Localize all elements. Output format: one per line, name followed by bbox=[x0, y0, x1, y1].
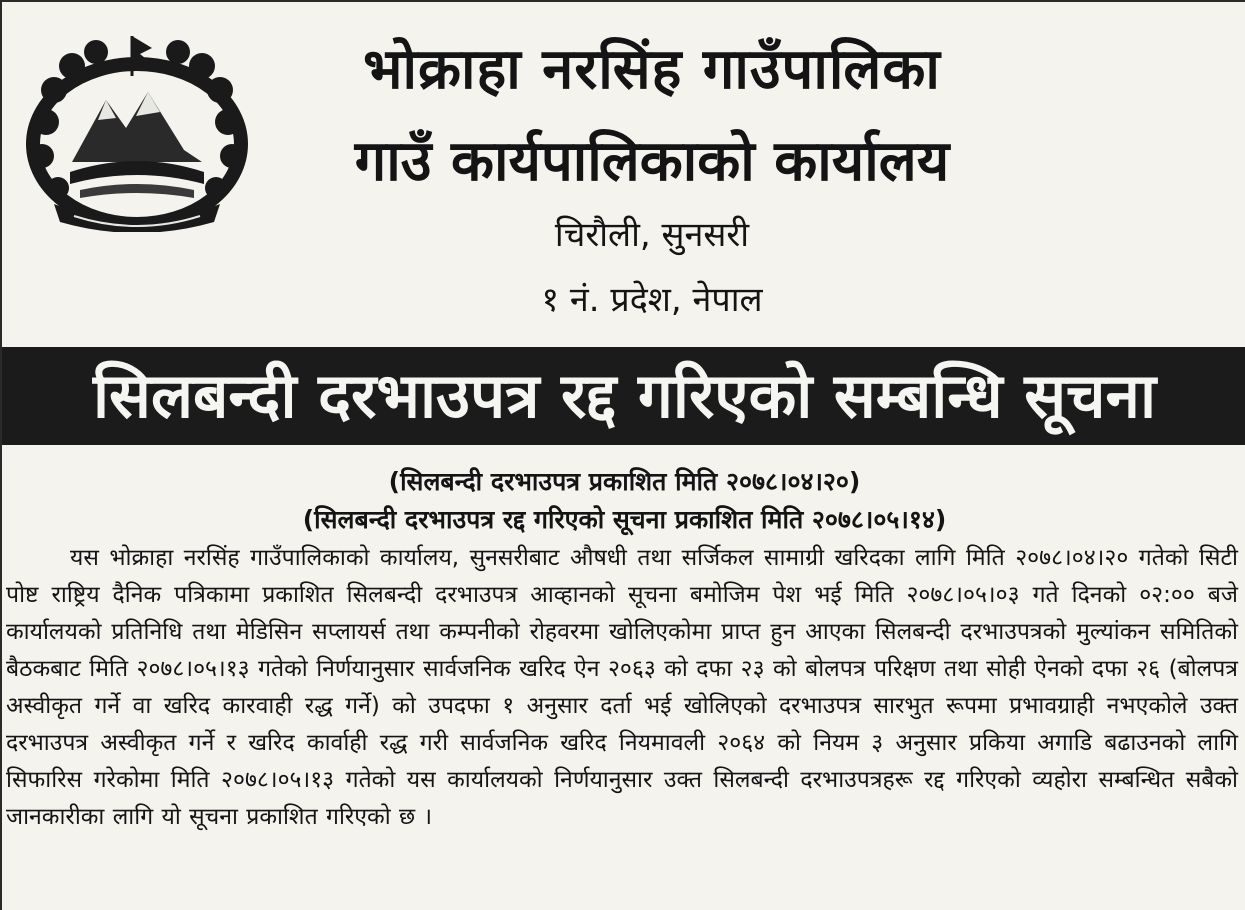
cancellation-published-date: (सिलबन्दी दरभाउपत्र रद्द गरिएको सूचना प्रकाशित मिति २०७८।०५।१४) bbox=[302, 505, 947, 534]
notice-body: यस भोक्राहा नरसिंह गाउँपालिकाको कार्यालय, सुनसरीबाट औषधी तथा सर्जिकल सामाग्री खरिदका लागि मिति २०७८।०४।२० गतेको सिटी पोष्ट राष्ट्रिय दैनिक पत्रिकामा प्रकाशित सिलबन्दी दरभाउपत्र आव्हानको सूचना बमोजिम पेश भई मिति २०७८।०५।०३ गते दिनको ०२:०० बजे कार्यालयको प्रतिनिधि तथा मेडिसिन सप्लायर्स तथा कम्पनीको रोहवरमा खोलिएकोमा प्राप्त हुन आएका सिलबन्दी दरभाउपत्रको मुल्यांकन समितिको बैठकबाट मिति २०७८।०५।१३ गतेको निर्णयानुसार सार्वजनिक खरिद ऐन २०६३ को दफा २३ को बोलपत्र परिक्षण तथा सोही ऐनको दफा २६ (बोलपत्र अस्वीकृत गर्ने वा खरिद कारवाही रद्ध गर्ने) को उपदफा १ अनुसार दर्ता भई खोलिएको दरभाउपत्र सारभुत रूपमा प्रभावग्राही नभएकोले उक्त दरभाउपत्र अस्वीकृत गर्ने र खरिद कार्वाही रद्ध गरी सार्वजनिक खरिद नियमावली २०६४ को नियम ३ अनुसार प्रकिया अगाडि बढाउनको लागि सिफारिस गरेकोमा मिति २०७८।०५।१३ गतेको यस कार्यालयको निर्णयानुसार उक्त सिलबन्दी दरभाउपत्रहरू रद्द गरिएको व्यहोरा सम्बन्धित सबैको जानकारीका लागि यो सूचना प्रकाशित गरिएको छ । bbox=[6, 545, 1238, 830]
address-location: चिरौली, सुनसरी bbox=[554, 215, 750, 255]
letterhead bbox=[2, 2, 1245, 342]
office-name: गाउँ कार्यपालिकाको कार्यालय bbox=[354, 129, 950, 194]
notice-title-banner: सिलबन्दी दरभाउपत्र रद्द गरिएको सम्बन्धि सूचना bbox=[2, 347, 1245, 445]
nepal-government-emblem-icon bbox=[24, 32, 250, 232]
tender-published-date: (सिलबन्दी दरभाउपत्र प्रकाशित मिति २०७८।०४।२०) bbox=[388, 467, 861, 496]
address-province: १ नं. प्रदेश, नेपाल bbox=[541, 280, 763, 320]
municipality-name: भोक्राहा नरसिंह गाउँपालिका bbox=[363, 37, 941, 102]
